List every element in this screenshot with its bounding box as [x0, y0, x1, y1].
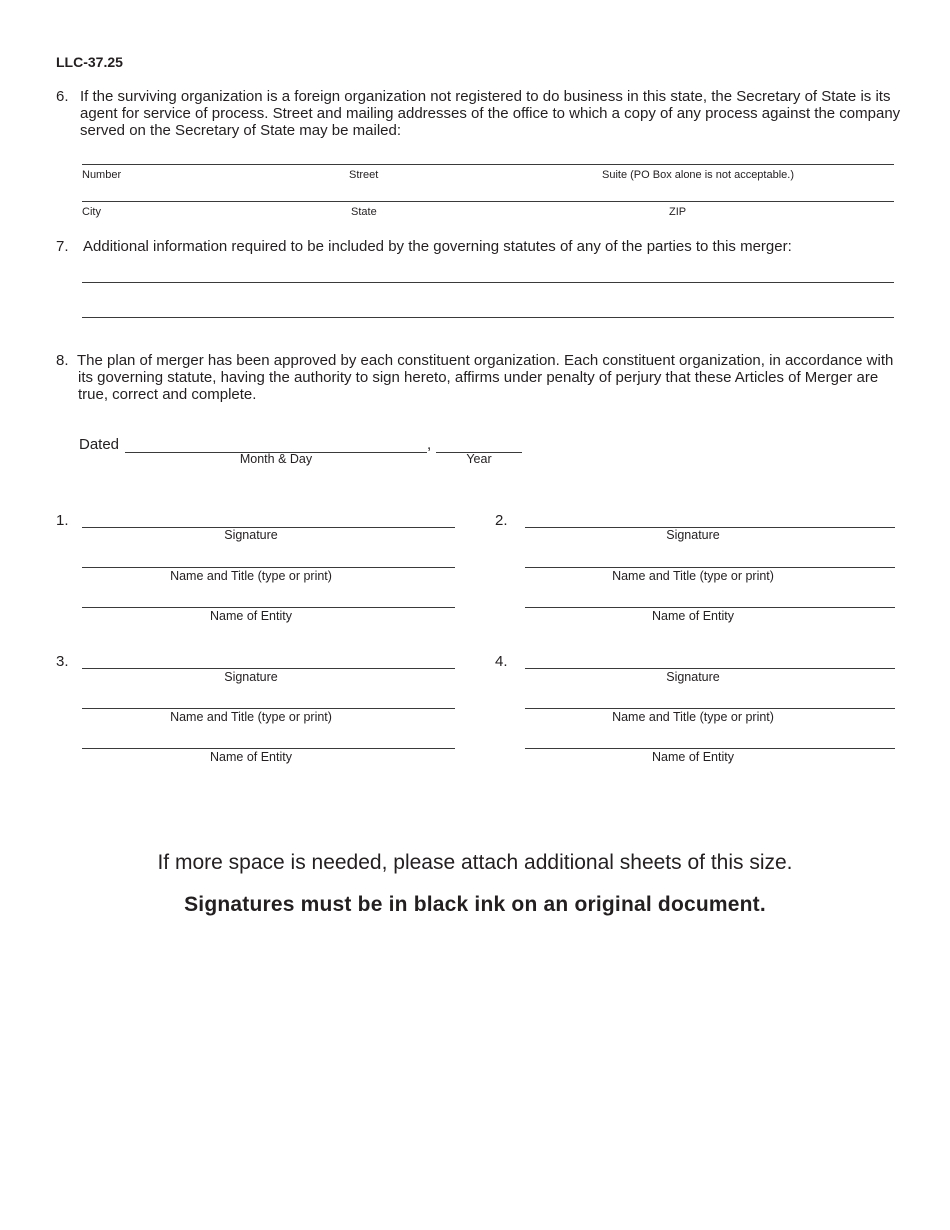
signer-2-entity-label: Name of Entity [652, 609, 734, 623]
item-6-text: If the surviving organization is a foreign organization not registered to do business in this state, the Secretary of State is its agent for service of process. Street and mailing addresses of the office to which a copy of any process against the company served on the Secretary of State may be mailed: [80, 88, 901, 139]
item-7-number: 7. [56, 238, 69, 255]
signer-4-name-title-line[interactable] [525, 708, 895, 709]
signer-2-name-title-line[interactable] [525, 567, 895, 568]
signer-1-name-title-label: Name and Title (type or print) [170, 569, 332, 583]
signer-3-name-title-label: Name and Title (type or print) [170, 710, 332, 724]
signer-1-signature-label: Signature [224, 528, 278, 542]
item-8-number: 8. [56, 352, 69, 369]
signer-1-entity-label: Name of Entity [210, 609, 292, 623]
address-line-2[interactable] [82, 201, 894, 202]
signer-2-name-title-label: Name and Title (type or print) [612, 569, 774, 583]
city-label: City [82, 206, 101, 218]
additional-info-line-2[interactable] [82, 317, 894, 318]
additional-info-line-1[interactable] [82, 282, 894, 283]
signer-3-entity-line[interactable] [82, 748, 455, 749]
signer-3-name-title-line[interactable] [82, 708, 455, 709]
more-space-note: If more space is needed, please attach additional sheets of this size. [157, 851, 793, 874]
dated-label: Dated [79, 436, 120, 453]
signer-4-name-title-label: Name and Title (type or print) [612, 710, 774, 724]
dated-comma: , [427, 436, 432, 453]
black-ink-note: Signatures must be in black ink on an original document. [184, 893, 766, 916]
signer-1-number: 1. [56, 512, 69, 529]
signer-3-signature-label: Signature [224, 670, 278, 684]
signer-4-entity-label: Name of Entity [652, 750, 734, 764]
form-id: LLC-37.25 [56, 54, 123, 70]
year-label: Year [466, 452, 492, 466]
signer-4-signature-label: Signature [666, 670, 720, 684]
street-label: Street [349, 169, 379, 181]
signer-3-number: 3. [56, 653, 69, 670]
state-label: State [351, 206, 377, 218]
item-8-text: The plan of merger has been approved by each constituent organization. Each constituent organization, in accordance with its governing statute, having the authority to sign hereto, affirms under penalty of perjury that these Articles of Merger are true, correct and complete. [77, 352, 894, 403]
item-7-text: Additional information required to be included by the governing statutes of any of the parties to this merger: [83, 238, 792, 255]
signer-4-entity-line[interactable] [525, 748, 895, 749]
number-label: Number [82, 169, 122, 181]
signer-2-number: 2. [495, 512, 508, 529]
signer-3-signature-line[interactable] [82, 668, 455, 669]
suite-label: Suite (PO Box alone is not acceptable.) [602, 169, 794, 181]
signer-4-signature-line[interactable] [525, 668, 895, 669]
signer-2-entity-line[interactable] [525, 607, 895, 608]
month-day-label: Month & Day [239, 452, 313, 466]
address-line-1[interactable] [82, 164, 894, 165]
signer-4-number: 4. [495, 653, 508, 670]
signer-3-entity-label: Name of Entity [210, 750, 292, 764]
item-6-number: 6. [56, 88, 69, 105]
zip-label: ZIP [669, 206, 687, 218]
signer-2-signature-label: Signature [666, 528, 720, 542]
signer-1-entity-line[interactable] [82, 607, 455, 608]
signer-1-name-title-line[interactable] [82, 567, 455, 568]
